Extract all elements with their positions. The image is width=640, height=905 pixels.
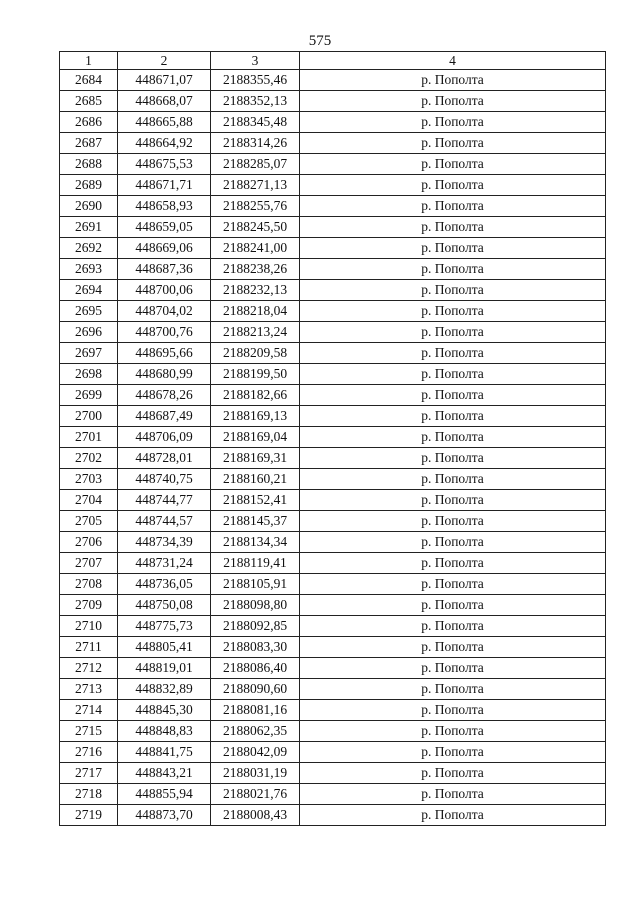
object-name-cell: р. Пополта: [300, 511, 606, 532]
object-name-cell: р. Пополта: [300, 133, 606, 154]
y-coordinate-cell: 2188098,80: [211, 595, 300, 616]
table-row: [60, 532, 606, 553]
object-name-cell: р. Пополта: [300, 175, 606, 196]
y-coordinate-cell: 2188245,50: [211, 217, 300, 238]
coordinates-table: [59, 51, 606, 826]
table-row: [60, 721, 606, 742]
table-row: [60, 154, 606, 175]
point-number-cell: 2711: [60, 637, 118, 658]
x-coordinate-cell: 448843,21: [118, 763, 211, 784]
table-row: [60, 448, 606, 469]
object-name-cell: р. Пополта: [300, 322, 606, 343]
table-row: [60, 343, 606, 364]
y-coordinate-cell: 2188031,19: [211, 763, 300, 784]
x-coordinate-cell: 448848,83: [118, 721, 211, 742]
x-coordinate-cell: 448678,26: [118, 385, 211, 406]
y-coordinate-cell: 2188092,85: [211, 616, 300, 637]
header-cell-4: 4: [300, 52, 606, 70]
y-coordinate-cell: 2188160,21: [211, 469, 300, 490]
point-number-cell: 2691: [60, 217, 118, 238]
object-name-cell: р. Пополта: [300, 259, 606, 280]
x-coordinate-cell: 448671,71: [118, 175, 211, 196]
table-row: [60, 742, 606, 763]
table-row: [60, 196, 606, 217]
object-name-cell: р. Пополта: [300, 658, 606, 679]
table-body: [60, 70, 606, 826]
x-coordinate-cell: 448706,09: [118, 427, 211, 448]
point-number-cell: 2709: [60, 595, 118, 616]
point-number-cell: 2688: [60, 154, 118, 175]
table-row: [60, 259, 606, 280]
table-row: [60, 805, 606, 826]
table-row: [60, 490, 606, 511]
object-name-cell: р. Пополта: [300, 784, 606, 805]
x-coordinate-cell: 448675,53: [118, 154, 211, 175]
object-name-cell: р. Пополта: [300, 154, 606, 175]
y-coordinate-cell: 2188169,13: [211, 406, 300, 427]
table-row: [60, 595, 606, 616]
point-number-cell: 2701: [60, 427, 118, 448]
table-row: [60, 469, 606, 490]
x-coordinate-cell: 448744,57: [118, 511, 211, 532]
table-row: [60, 679, 606, 700]
y-coordinate-cell: 2188008,43: [211, 805, 300, 826]
table-row: [60, 301, 606, 322]
table-row: [60, 553, 606, 574]
point-number-cell: 2710: [60, 616, 118, 637]
table-row: [60, 70, 606, 91]
object-name-cell: р. Пополта: [300, 490, 606, 511]
point-number-cell: 2716: [60, 742, 118, 763]
x-coordinate-cell: 448659,05: [118, 217, 211, 238]
point-number-cell: 2712: [60, 658, 118, 679]
object-name-cell: р. Пополта: [300, 70, 606, 91]
object-name-cell: р. Пополта: [300, 637, 606, 658]
object-name-cell: р. Пополта: [300, 763, 606, 784]
x-coordinate-cell: 448668,07: [118, 91, 211, 112]
table-row: [60, 364, 606, 385]
point-number-cell: 2717: [60, 763, 118, 784]
point-number-cell: 2692: [60, 238, 118, 259]
y-coordinate-cell: 2188314,26: [211, 133, 300, 154]
x-coordinate-cell: 448680,99: [118, 364, 211, 385]
object-name-cell: р. Пополта: [300, 805, 606, 826]
x-coordinate-cell: 448671,07: [118, 70, 211, 91]
y-coordinate-cell: 2188042,09: [211, 742, 300, 763]
object-name-cell: р. Пополта: [300, 280, 606, 301]
x-coordinate-cell: 448873,70: [118, 805, 211, 826]
object-name-cell: р. Пополта: [300, 448, 606, 469]
y-coordinate-cell: 2188134,34: [211, 532, 300, 553]
x-coordinate-cell: 448728,01: [118, 448, 211, 469]
table-row: [60, 637, 606, 658]
y-coordinate-cell: 2188169,04: [211, 427, 300, 448]
object-name-cell: р. Пополта: [300, 532, 606, 553]
x-coordinate-cell: 448665,88: [118, 112, 211, 133]
x-coordinate-cell: 448845,30: [118, 700, 211, 721]
table-row: [60, 406, 606, 427]
y-coordinate-cell: 2188182,66: [211, 385, 300, 406]
point-number-cell: 2685: [60, 91, 118, 112]
table-row: [60, 280, 606, 301]
point-number-cell: 2699: [60, 385, 118, 406]
x-coordinate-cell: 448669,06: [118, 238, 211, 259]
x-coordinate-cell: 448700,06: [118, 280, 211, 301]
point-number-cell: 2719: [60, 805, 118, 826]
x-coordinate-cell: 448700,76: [118, 322, 211, 343]
point-number-cell: 2706: [60, 532, 118, 553]
x-coordinate-cell: 448819,01: [118, 658, 211, 679]
point-number-cell: 2702: [60, 448, 118, 469]
table-row: [60, 763, 606, 784]
object-name-cell: р. Пополта: [300, 679, 606, 700]
point-number-cell: 2707: [60, 553, 118, 574]
y-coordinate-cell: 2188209,58: [211, 343, 300, 364]
page-number: 575: [308, 33, 332, 49]
object-name-cell: р. Пополта: [300, 553, 606, 574]
x-coordinate-cell: 448736,05: [118, 574, 211, 595]
point-number-cell: 2704: [60, 490, 118, 511]
x-coordinate-cell: 448704,02: [118, 301, 211, 322]
object-name-cell: р. Пополта: [300, 91, 606, 112]
point-number-cell: 2695: [60, 301, 118, 322]
x-coordinate-cell: 448687,36: [118, 259, 211, 280]
point-number-cell: 2714: [60, 700, 118, 721]
table-row: [60, 385, 606, 406]
header-row: [60, 52, 606, 70]
table-row: [60, 784, 606, 805]
point-number-cell: 2690: [60, 196, 118, 217]
point-number-cell: 2697: [60, 343, 118, 364]
table-header: [60, 52, 606, 70]
table-row: [60, 616, 606, 637]
x-coordinate-cell: 448658,93: [118, 196, 211, 217]
y-coordinate-cell: 2188169,31: [211, 448, 300, 469]
y-coordinate-cell: 2188271,13: [211, 175, 300, 196]
x-coordinate-cell: 448740,75: [118, 469, 211, 490]
point-number-cell: 2687: [60, 133, 118, 154]
point-number-cell: 2698: [60, 364, 118, 385]
x-coordinate-cell: 448855,94: [118, 784, 211, 805]
y-coordinate-cell: 2188062,35: [211, 721, 300, 742]
point-number-cell: 2689: [60, 175, 118, 196]
object-name-cell: р. Пополта: [300, 343, 606, 364]
object-name-cell: р. Пополта: [300, 238, 606, 259]
object-name-cell: р. Пополта: [300, 112, 606, 133]
header-cell-1: 1: [60, 52, 118, 70]
point-number-cell: 2715: [60, 721, 118, 742]
x-coordinate-cell: 448731,24: [118, 553, 211, 574]
y-coordinate-cell: 2188105,91: [211, 574, 300, 595]
y-coordinate-cell: 2188081,16: [211, 700, 300, 721]
y-coordinate-cell: 2188238,26: [211, 259, 300, 280]
object-name-cell: р. Пополта: [300, 469, 606, 490]
y-coordinate-cell: 2188352,13: [211, 91, 300, 112]
object-name-cell: р. Пополта: [300, 595, 606, 616]
y-coordinate-cell: 2188199,50: [211, 364, 300, 385]
table-row: [60, 112, 606, 133]
y-coordinate-cell: 2188119,41: [211, 553, 300, 574]
table-row: [60, 700, 606, 721]
object-name-cell: р. Пополта: [300, 427, 606, 448]
y-coordinate-cell: 2188255,76: [211, 196, 300, 217]
point-number-cell: 2684: [60, 70, 118, 91]
y-coordinate-cell: 2188232,13: [211, 280, 300, 301]
object-name-cell: р. Пополта: [300, 574, 606, 595]
y-coordinate-cell: 2188285,07: [211, 154, 300, 175]
header-cell-3: 3: [211, 52, 300, 70]
object-name-cell: р. Пополта: [300, 385, 606, 406]
x-coordinate-cell: 448805,41: [118, 637, 211, 658]
table-row: [60, 133, 606, 154]
table-row: [60, 217, 606, 238]
point-number-cell: 2694: [60, 280, 118, 301]
object-name-cell: р. Пополта: [300, 301, 606, 322]
x-coordinate-cell: 448687,49: [118, 406, 211, 427]
point-number-cell: 2713: [60, 679, 118, 700]
object-name-cell: р. Пополта: [300, 364, 606, 385]
point-number-cell: 2696: [60, 322, 118, 343]
x-coordinate-cell: 448775,73: [118, 616, 211, 637]
object-name-cell: р. Пополта: [300, 742, 606, 763]
x-coordinate-cell: 448744,77: [118, 490, 211, 511]
x-coordinate-cell: 448841,75: [118, 742, 211, 763]
x-coordinate-cell: 448695,66: [118, 343, 211, 364]
table-row: [60, 175, 606, 196]
x-coordinate-cell: 448750,08: [118, 595, 211, 616]
y-coordinate-cell: 2188090,60: [211, 679, 300, 700]
header-cell-2: 2: [118, 52, 211, 70]
point-number-cell: 2718: [60, 784, 118, 805]
x-coordinate-cell: 448832,89: [118, 679, 211, 700]
object-name-cell: р. Пополта: [300, 196, 606, 217]
object-name-cell: р. Пополта: [300, 406, 606, 427]
table-row: [60, 322, 606, 343]
y-coordinate-cell: 2188345,48: [211, 112, 300, 133]
y-coordinate-cell: 2188021,76: [211, 784, 300, 805]
y-coordinate-cell: 2188152,41: [211, 490, 300, 511]
point-number-cell: 2686: [60, 112, 118, 133]
table-row: [60, 91, 606, 112]
point-number-cell: 2705: [60, 511, 118, 532]
y-coordinate-cell: 2188145,37: [211, 511, 300, 532]
object-name-cell: р. Пополта: [300, 616, 606, 637]
table-row: [60, 511, 606, 532]
point-number-cell: 2700: [60, 406, 118, 427]
y-coordinate-cell: 2188218,04: [211, 301, 300, 322]
table-row: [60, 658, 606, 679]
table-row: [60, 574, 606, 595]
object-name-cell: р. Пополта: [300, 217, 606, 238]
point-number-cell: 2708: [60, 574, 118, 595]
table-row: [60, 238, 606, 259]
table-row: [60, 427, 606, 448]
point-number-cell: 2703: [60, 469, 118, 490]
y-coordinate-cell: 2188355,46: [211, 70, 300, 91]
y-coordinate-cell: 2188213,24: [211, 322, 300, 343]
point-number-cell: 2693: [60, 259, 118, 280]
y-coordinate-cell: 2188086,40: [211, 658, 300, 679]
x-coordinate-cell: 448734,39: [118, 532, 211, 553]
object-name-cell: р. Пополта: [300, 721, 606, 742]
y-coordinate-cell: 2188241,00: [211, 238, 300, 259]
x-coordinate-cell: 448664,92: [118, 133, 211, 154]
y-coordinate-cell: 2188083,30: [211, 637, 300, 658]
object-name-cell: р. Пополта: [300, 700, 606, 721]
